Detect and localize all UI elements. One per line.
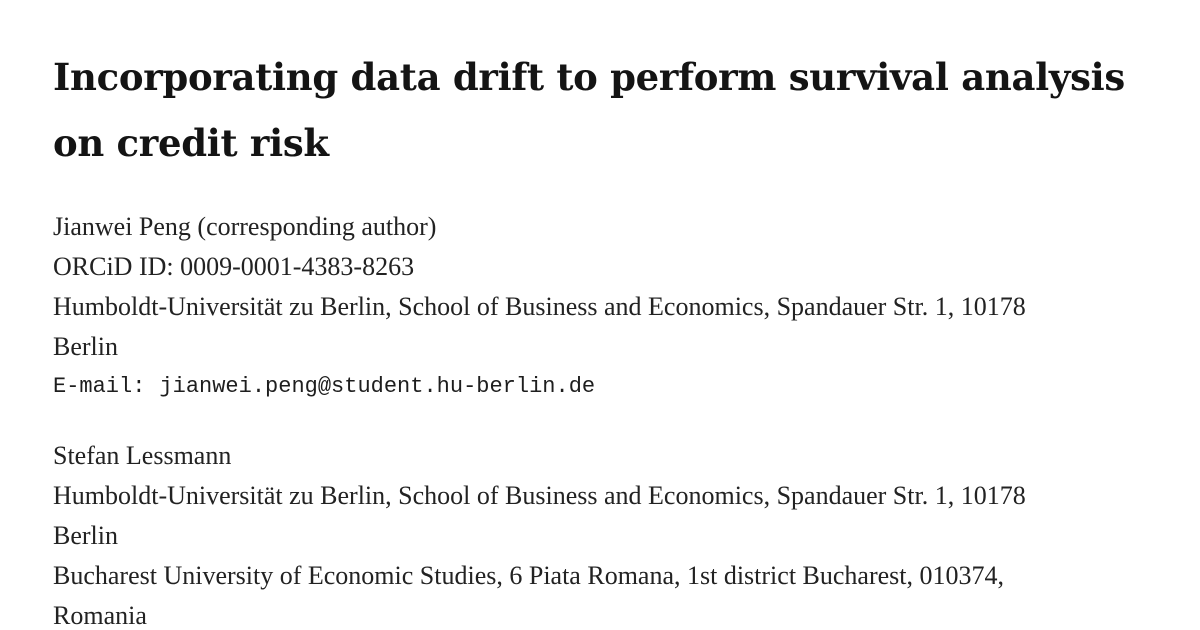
author-email-line: [53, 367, 1173, 407]
author-block-peng: [53, 207, 1173, 407]
author-affiliation-line: Romania: [53, 601, 147, 630]
author-affiliation-line: Humboldt-Universität zu Berlin, School of Business and Economics, Spandauer Str. 1, 10178: [53, 481, 1026, 510]
author-affiliation-line: Berlin: [53, 521, 118, 550]
author-affiliation-line: Humboldt-Universität zu Berlin, School of Business and Economics, Spandauer Str. 1, 10178: [53, 292, 1026, 321]
author-block-lessmann: [53, 436, 1173, 630]
author-affiliation-line: Bucharest University of Economic Studies, 6 Piata Romana, 1st district Bucharest, 010374,: [53, 561, 1005, 590]
author-orcid: ORCiD ID: 0009-0001-4383-8263: [53, 252, 415, 281]
paper-title: Incorporating data drift to perform survival analysis on credit risk: [53, 55, 1125, 165]
author-affiliation-line: Berlin: [53, 332, 118, 361]
author-name: Stefan Lessmann: [53, 441, 232, 470]
email-address[interactable]: jianwei.peng@student.hu-berlin.de: [159, 374, 596, 399]
email-label: E-mail:: [53, 374, 146, 399]
author-name: Jianwei Peng (corresponding author): [53, 212, 437, 241]
